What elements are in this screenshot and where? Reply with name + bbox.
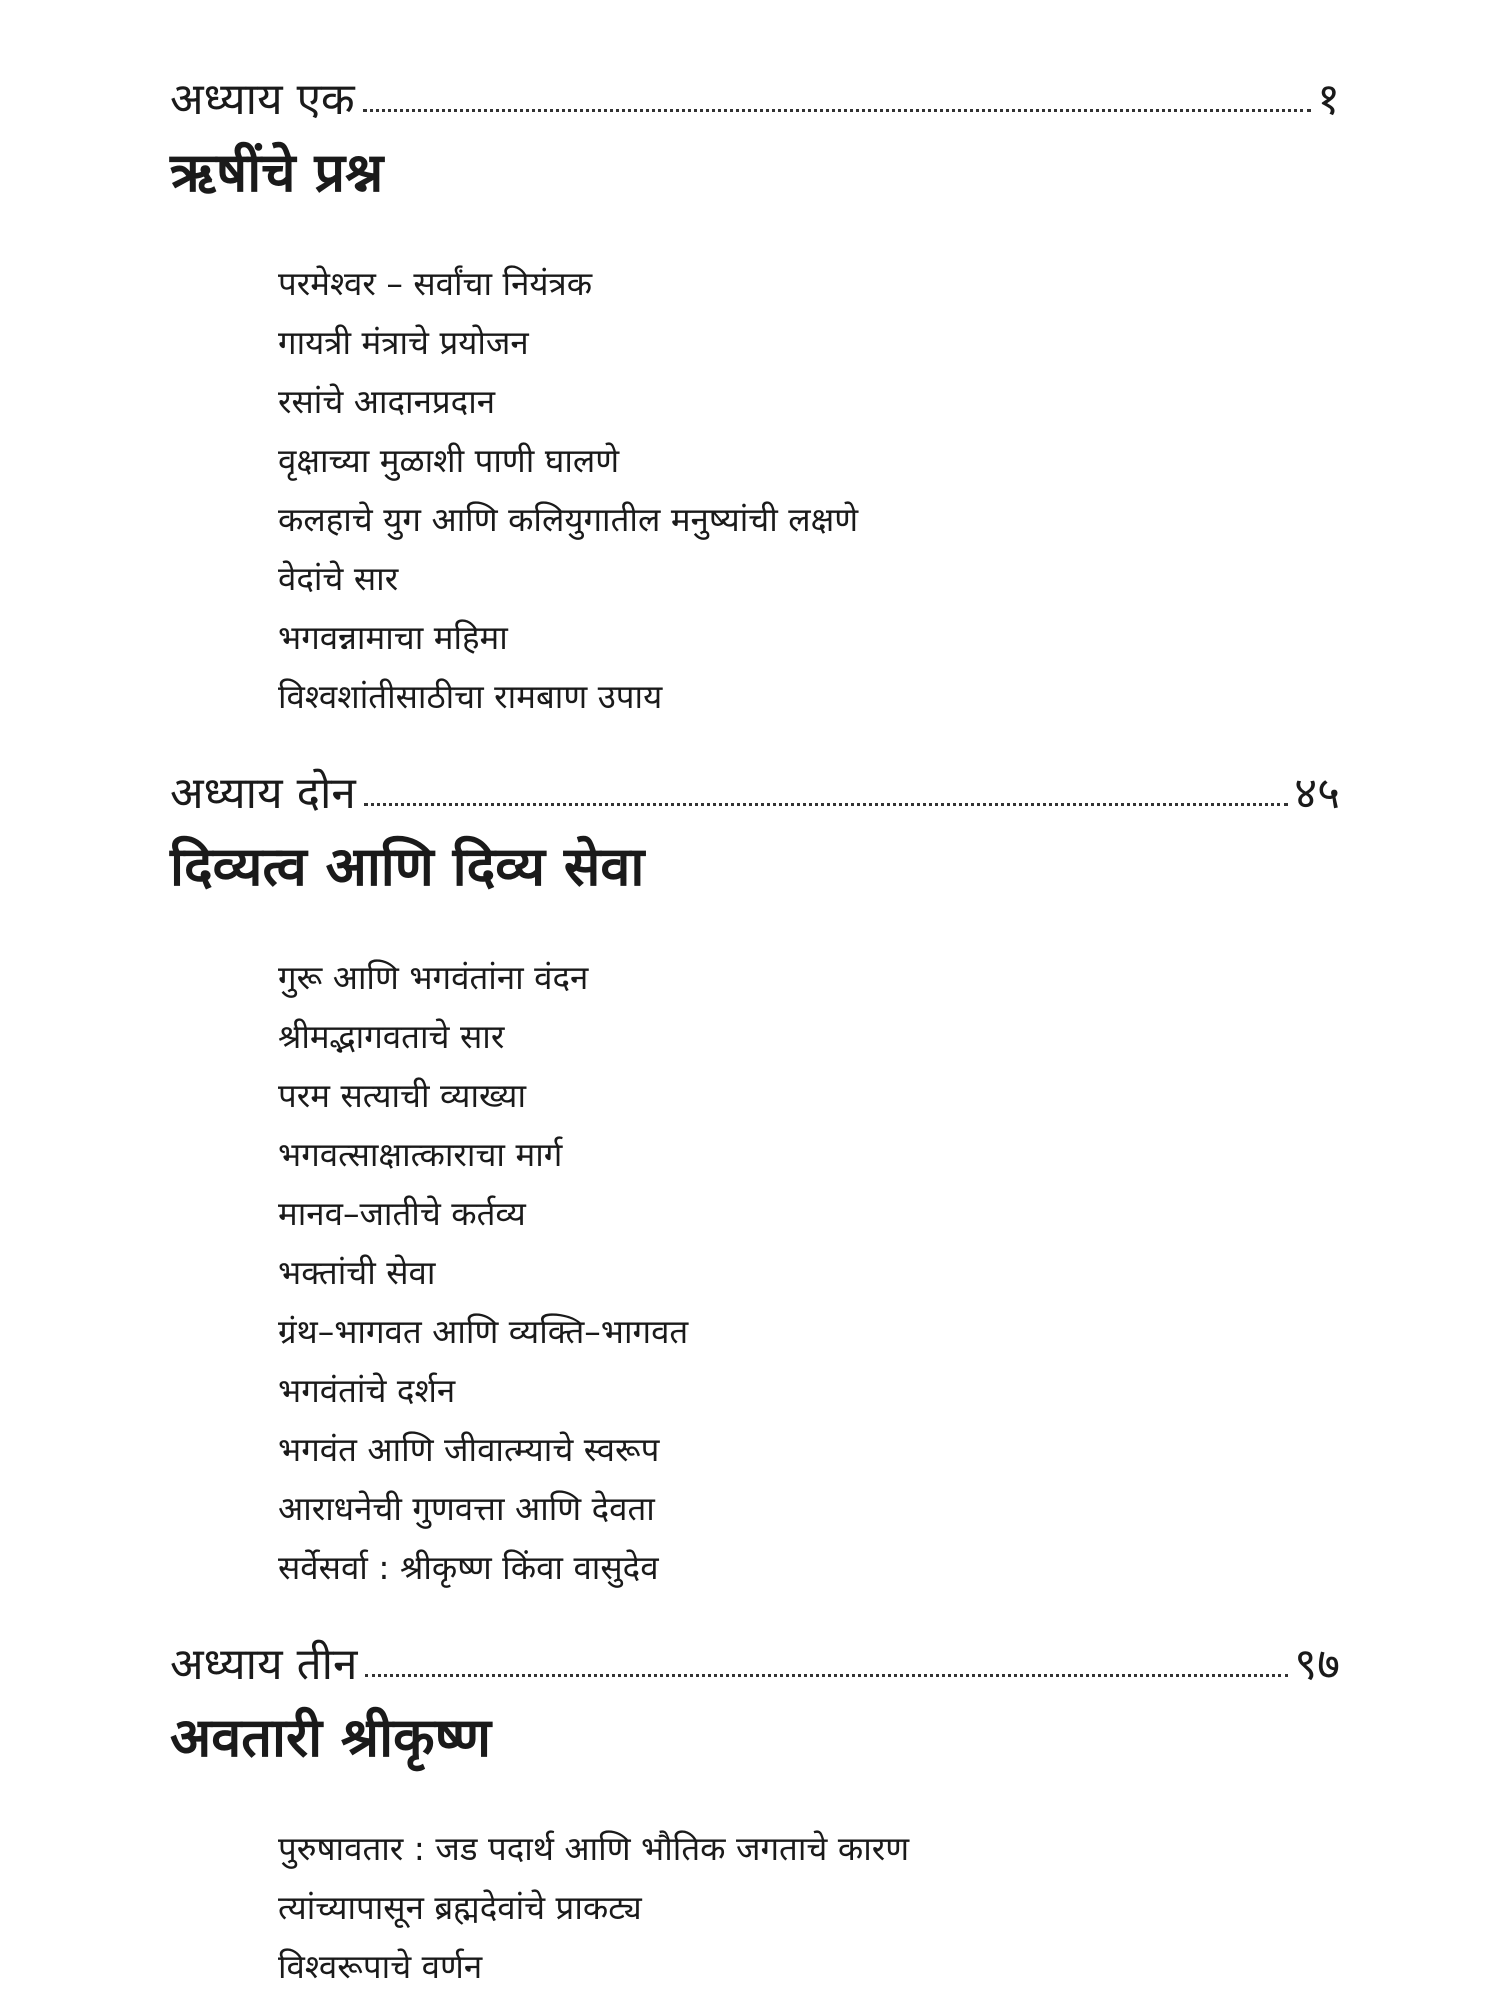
topic-item: गुरू आणि भगवंतांना वंदन bbox=[278, 958, 589, 997]
topic-list bbox=[278, 1819, 1340, 1996]
chapter-2 bbox=[170, 746, 1340, 1597]
topic-item: रसांचे आदानप्रदान bbox=[278, 382, 496, 421]
chapter-title: दिव्यत्व आणि दिव्य सेवा bbox=[170, 835, 645, 898]
topic-item: भक्तांची सेवा bbox=[278, 1253, 436, 1292]
chapter-heading-line bbox=[170, 1617, 1340, 1690]
topic-item: विश्वशांतीसाठीचा रामबाण उपाय bbox=[278, 677, 663, 716]
topic-item: गायत्री मंत्राचे प्रयोजन bbox=[278, 323, 529, 362]
topic-item: पुरुषावतार : जड पदार्थ आणि भौतिक जगताचे कारण bbox=[278, 1829, 910, 1868]
dot-leader bbox=[365, 1673, 1288, 1677]
dot-leader bbox=[364, 802, 1288, 806]
topic-list bbox=[278, 254, 1340, 726]
dot-leader bbox=[363, 108, 1311, 112]
chapter-label: अध्याय एक bbox=[170, 74, 355, 125]
topic-item: विश्वरूपाचे वर्णन bbox=[278, 1947, 483, 1986]
table-of-contents bbox=[170, 52, 1340, 1996]
chapter-label: अध्याय तीन bbox=[170, 1639, 358, 1690]
chapter-title: अवतारी श्रीकृष्ण bbox=[170, 1706, 492, 1769]
topic-item: वेदांचे सार bbox=[278, 559, 399, 598]
topic-item: वृक्षाच्या मुळाशी पाणी घालणे bbox=[278, 441, 620, 480]
chapter-label: अध्याय दोन bbox=[170, 768, 356, 819]
topic-item: भगवंतांचे दर्शन bbox=[278, 1371, 456, 1410]
topic-item: सर्वेसर्वा : श्रीकृष्ण किंवा वासुदेव bbox=[278, 1548, 659, 1587]
topic-item: भगवत्साक्षात्काराचा मार्ग bbox=[278, 1135, 563, 1174]
topic-item: मानव–जातीचे कर्तव्य bbox=[278, 1194, 526, 1233]
topic-item: ग्रंथ–भागवत आणि व्यक्ति–भागवत bbox=[278, 1312, 689, 1351]
topic-item: भगवंत आणि जीवात्म्याचे स्वरूप bbox=[278, 1430, 660, 1469]
topic-item: परम सत्याची व्याख्या bbox=[278, 1076, 526, 1115]
topic-item: भगवन्नामाचा महिमा bbox=[278, 618, 508, 657]
topic-item: परमेश्वर – सर्वांचा नियंत्रक bbox=[278, 264, 593, 303]
chapter-1 bbox=[170, 52, 1340, 726]
chapter-heading-line bbox=[170, 52, 1340, 125]
chapter-page-number: १ bbox=[1317, 74, 1340, 125]
topic-item: कलहाचे युग आणि कलियुगातील मनुष्यांची लक्षणे bbox=[278, 500, 859, 539]
chapter-3 bbox=[170, 1617, 1340, 1996]
chapter-page-number: ४५ bbox=[1294, 768, 1340, 819]
topic-item: त्यांच्यापासून ब्रह्मदेवांचे प्राकट्य bbox=[278, 1888, 642, 1927]
chapter-title: ऋषींचे प्रश्न bbox=[170, 141, 384, 204]
topic-list bbox=[278, 948, 1340, 1597]
chapter-page-number: ९७ bbox=[1294, 1639, 1340, 1690]
topic-item: श्रीमद्भागवताचे सार bbox=[278, 1017, 505, 1056]
topic-item: आराधनेची गुणवत्ता आणि देवता bbox=[278, 1489, 655, 1528]
chapter-heading-line bbox=[170, 746, 1340, 819]
